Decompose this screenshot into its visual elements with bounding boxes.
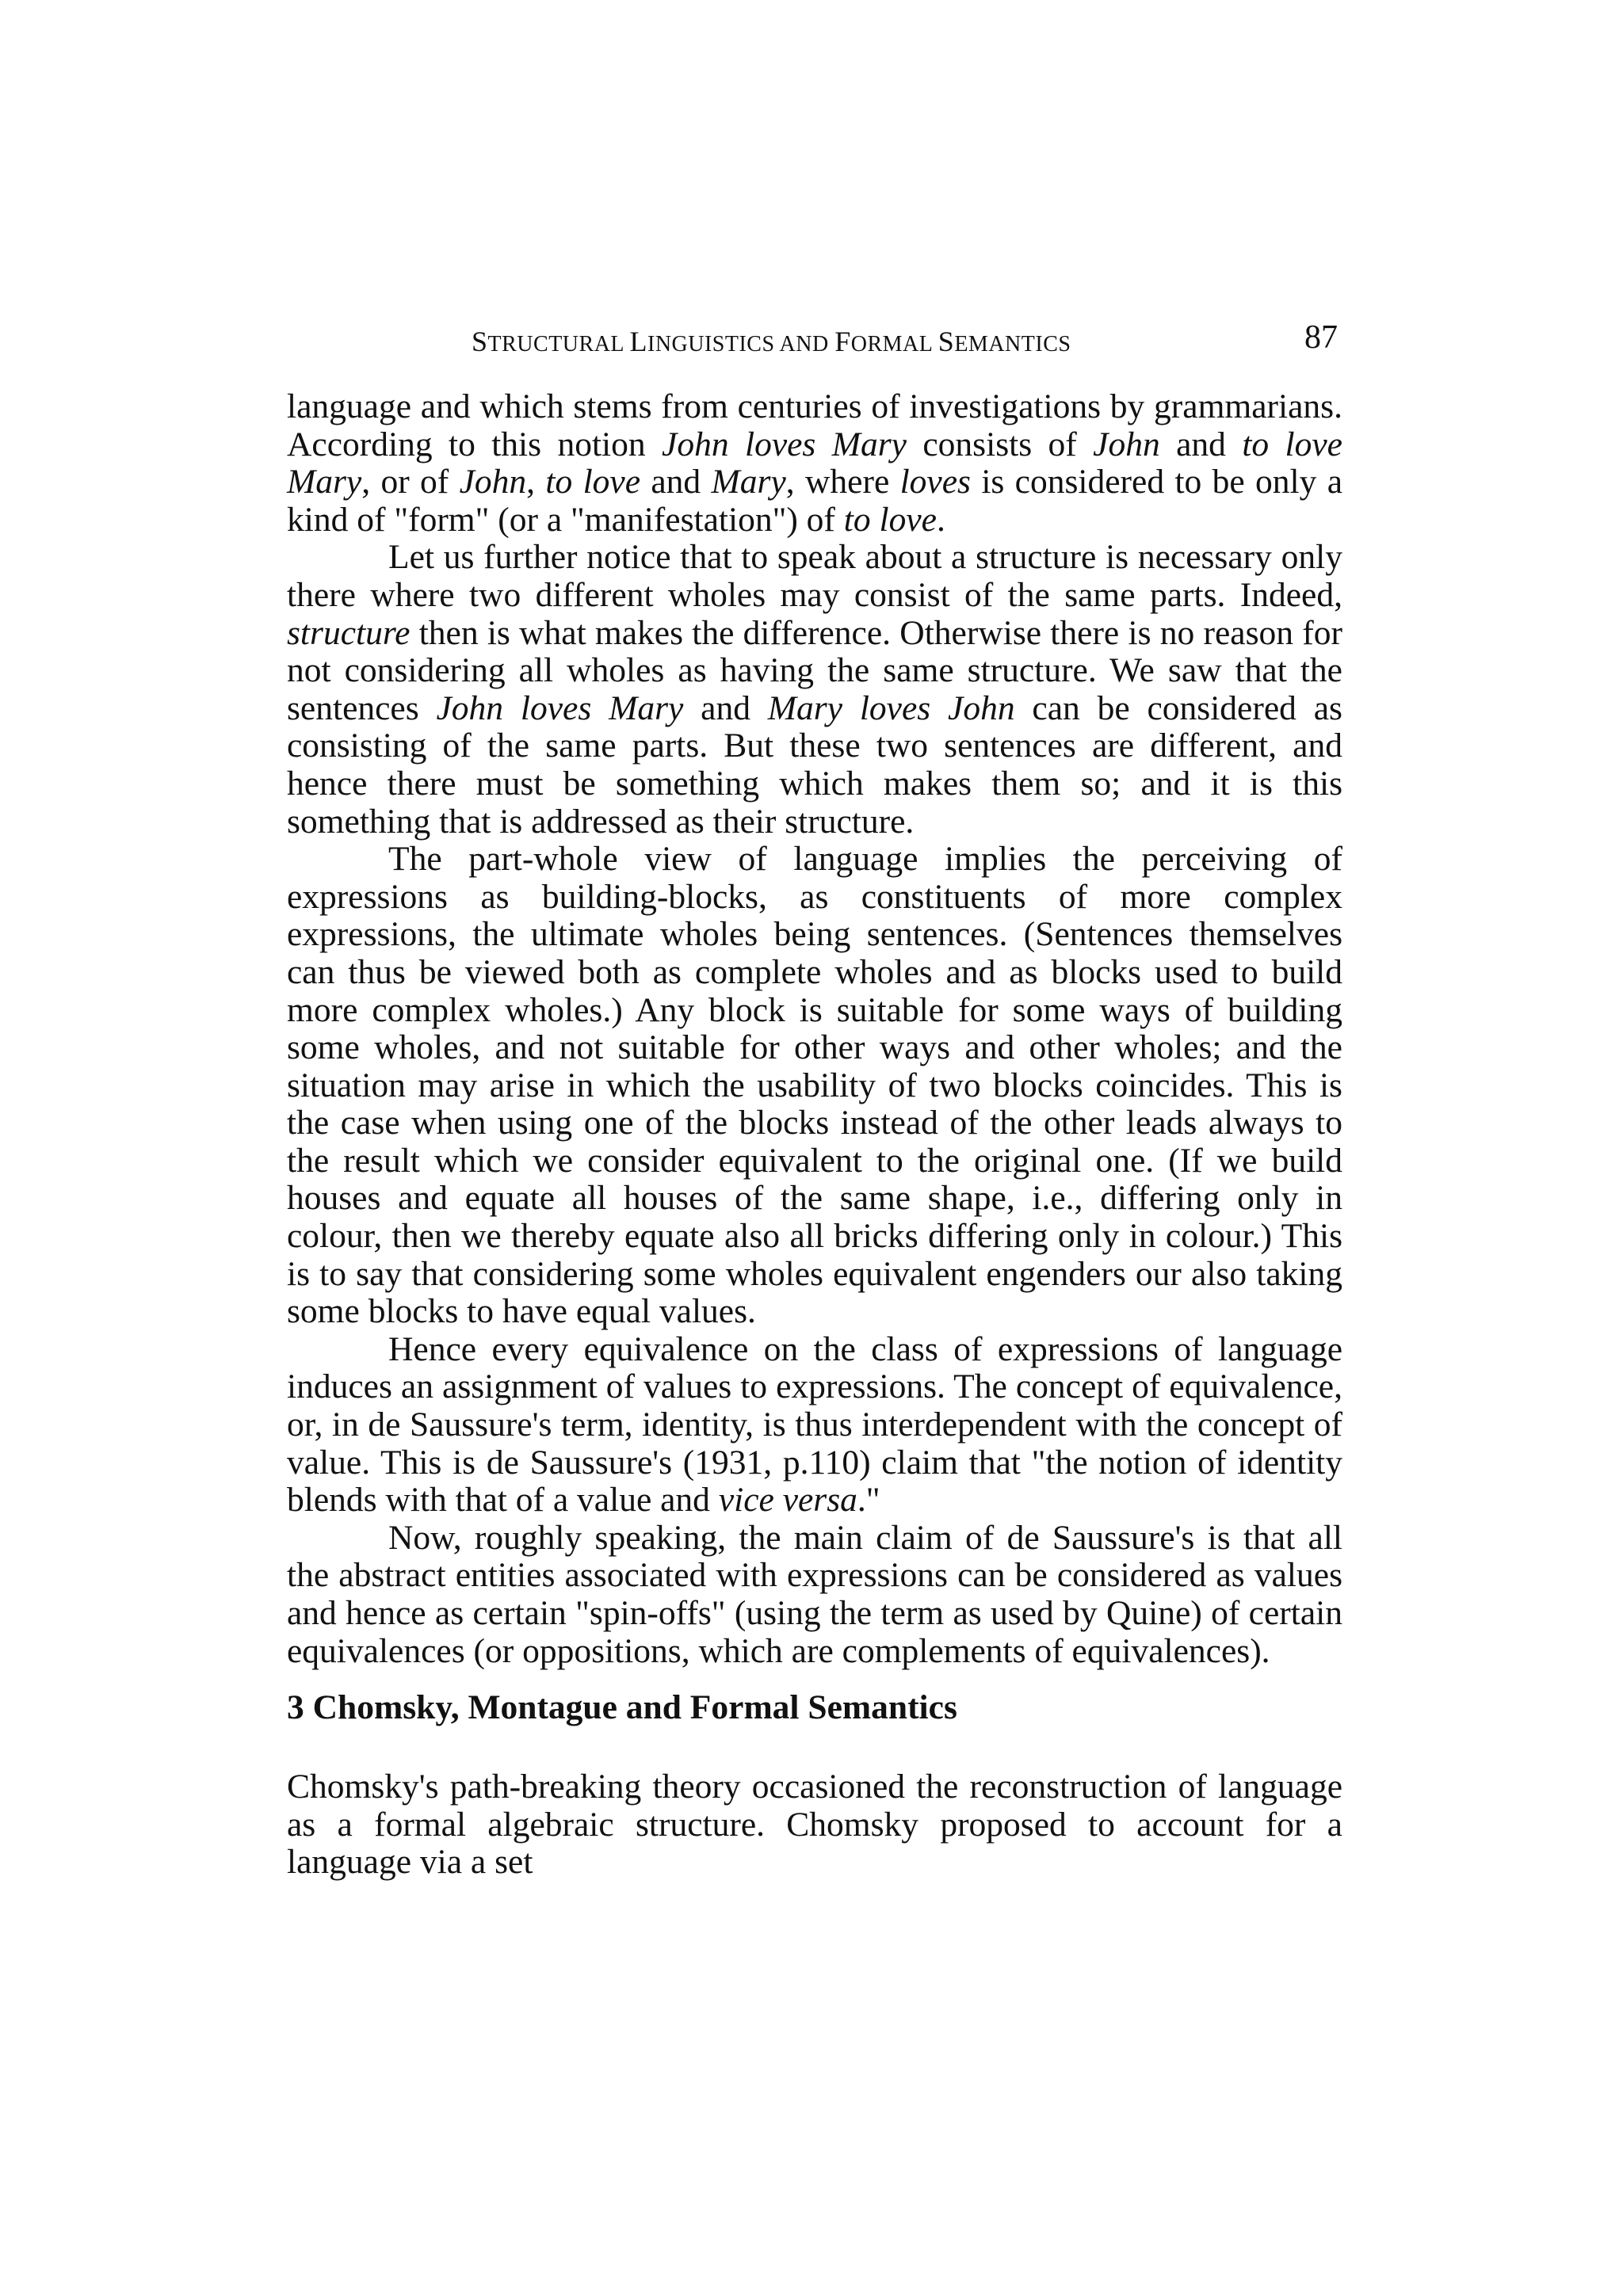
body-paragraph <box>287 388 1342 539</box>
running-head-part: ORMAL <box>850 332 938 357</box>
italic-text: structure <box>287 613 411 652</box>
body-paragraph <box>287 841 1342 1331</box>
running-head-part: EMANTICS <box>954 332 1071 357</box>
text-run: The part-whole view of language implies the perceiving of expressions as building-blocks, as constituents of more complex expressions, the ultimate wholes being sentences. (Sentences themselves can thus be viewed both as complete wholes and as blocks used to build more complex wholes.) Any block is suitable for some ways of building some wholes, and not suitable for other ways and other wholes; and the situation may arise in which the usability of two blocks coincides. This is the case when using one of the blocks instead of the other leads always to the result which we consider equivalent to the original one. (If we build houses and equate all houses of the same shape, i.e., differing only in colour, then we thereby equate also all bricks differing only in colour.) This is to say that considering some wholes equivalent engenders our also taking some blocks to have equal values. <box>287 840 1342 1331</box>
text-run: , where <box>785 463 900 502</box>
text-run: can be considered as consisting of the same parts. But these two sentences are different, and hence there must be something which makes them so; and it is this something that is addressed as their structure. <box>287 688 1342 841</box>
text-run: Let us further notice that to speak about a structure is necessary only there where two different wholes may consist of the same parts. Indeed, <box>287 538 1342 614</box>
running-head-part: S <box>938 326 955 357</box>
running-head <box>472 325 1071 358</box>
body-paragraph <box>287 539 1342 841</box>
italic-text: Mary loves John <box>767 688 1015 727</box>
running-head-part: S <box>472 326 488 357</box>
text-run: and <box>1159 425 1243 463</box>
text-run: is considered to be only a kind of "form" (or a "manifestation") of <box>287 463 1343 539</box>
text-run: and <box>683 688 768 727</box>
text-run: Now, roughly speaking, the main claim of de Saussure's is that all the abstract entities associated with expressions can be considered as values and hence as certain "spin-offs" (using the term as used by Quine) of certain equivalences (or oppositions, which are complements of equivalences). <box>287 1518 1342 1670</box>
running-head-part: INGUISTICS AND <box>647 332 835 357</box>
italic-text: to love Mary <box>287 425 1342 502</box>
text-run: and <box>640 463 712 502</box>
text-run: then is what makes the difference. Otherwise there is no reason for not considering all wholes as having the same structure. We saw that the sentences <box>287 613 1342 727</box>
text-run: Hence every equivalence on the class of expressions of language induces an assignment of values to expressions. The concept of equivalence, or, in de Saussure's term, identity, is thus interdependent with the concept of value. This is de Saussure's (1931, p.110) claim that "the notion of identity blends with that of a value and <box>287 1329 1342 1520</box>
section-paragraph: Chomsky's path-breaking theory occasioned the reconstruction of language as a formal algebraic structure. Chomsky proposed to account for a language via a set <box>287 1768 1342 1882</box>
text-run: . <box>936 500 945 539</box>
italic-text: John <box>1093 425 1160 463</box>
text-run: , <box>526 463 546 502</box>
text-run: ." <box>857 1481 880 1520</box>
italic-text: to love <box>545 463 641 502</box>
text-run: , or of <box>361 463 460 502</box>
page-number: 87 <box>1304 319 1338 356</box>
italic-text: vice versa <box>718 1481 857 1520</box>
running-head-part: L <box>629 326 647 357</box>
italic-text: John loves Mary <box>436 688 684 727</box>
italic-text: Mary <box>711 463 786 502</box>
section-body <box>287 1768 1342 1882</box>
body-paragraph <box>287 1520 1342 1670</box>
body-text <box>287 388 1342 1670</box>
running-head-part: TRUCTURAL <box>487 332 630 357</box>
italic-text: John loves Mary <box>662 425 907 463</box>
section-heading: 3 Chomsky, Montague and Formal Semantics <box>287 1688 957 1726</box>
text-run: language and which stems from centuries of investigations by grammarians. According to this notion <box>287 387 1342 463</box>
body-paragraph <box>287 1331 1342 1520</box>
italic-text: to love <box>843 500 937 539</box>
italic-text: John <box>459 463 527 502</box>
running-head-part: F <box>834 326 851 357</box>
text-run: consists of <box>906 425 1094 463</box>
italic-text: loves <box>899 463 971 502</box>
